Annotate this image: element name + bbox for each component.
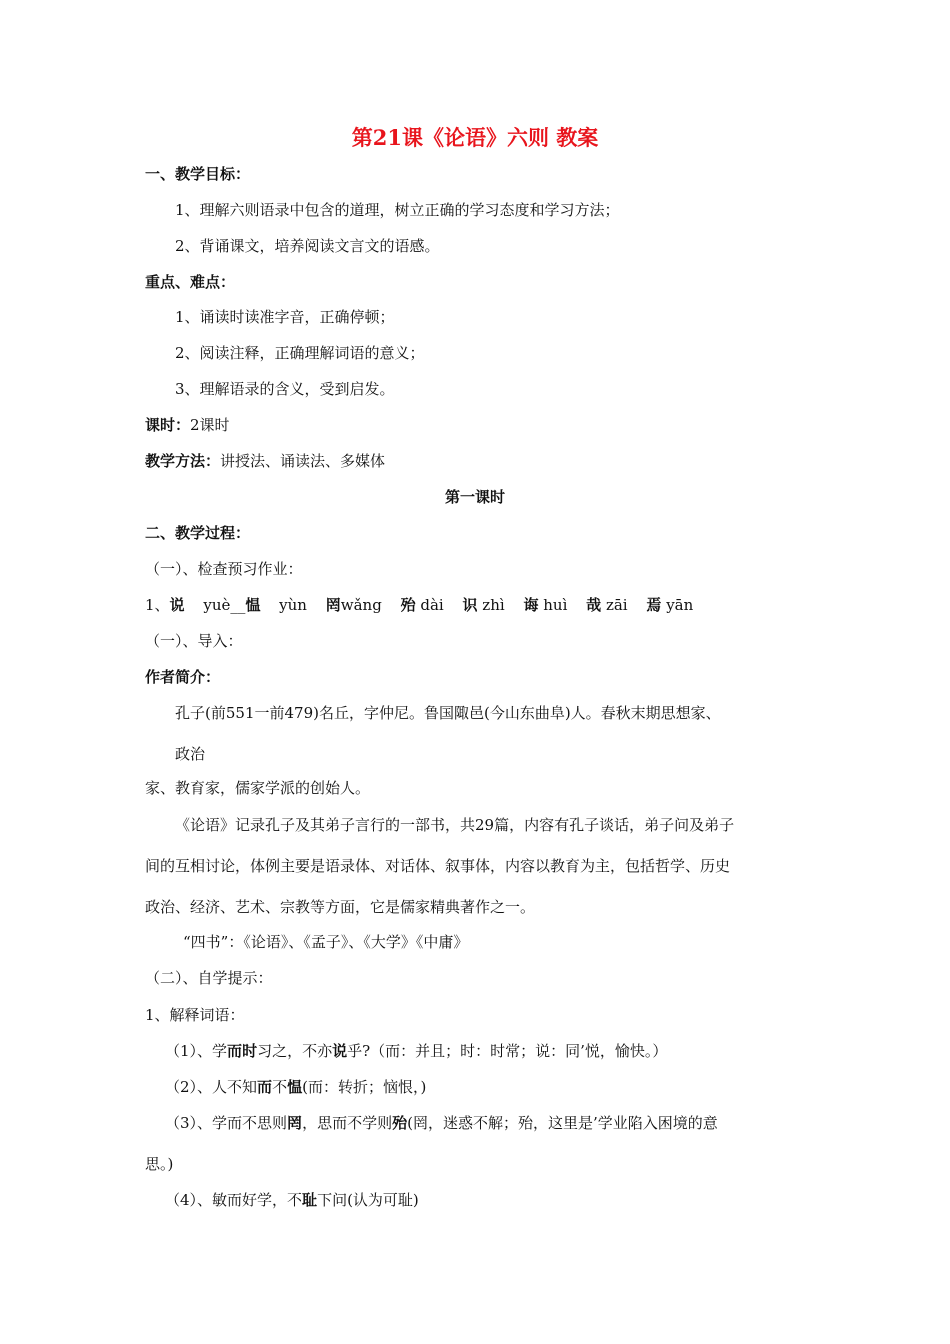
explain-text: 不	[272, 1078, 288, 1096]
keyword: 说	[332, 1042, 348, 1060]
explain-text: 下问(认为可耻)	[317, 1191, 419, 1209]
pinyin-reading: yùn	[279, 596, 307, 614]
explain-text: (而：转折；恼恨，)	[302, 1078, 427, 1096]
pinyin-char: 识	[462, 596, 478, 614]
explain-item	[165, 1041, 667, 1061]
document-title: 第21课《论语》六则 教案	[351, 125, 599, 150]
objective-item: 1、理解六则语录中包含的道理，树立正确的学习态度和学习方法；	[175, 201, 620, 219]
keypoints-heading: 重点、难点：	[145, 273, 236, 291]
pinyin-reading: dài	[420, 596, 444, 614]
method-label: 教学方法：	[145, 452, 221, 470]
lunyu-paragraph: 《论语》记录孔子及其弟子言行的一部书，共29篇，内容有孔子谈话，弟子问及弟子	[175, 816, 735, 834]
pinyin-reading: yuè	[203, 596, 231, 614]
lesson-heading: 第一课时	[444, 488, 505, 506]
pinyin-reading: zāi	[605, 596, 628, 614]
author-paragraph: 孔子(前551一前479)名丘，字仲尼。鲁国陬邑(今山东曲阜)人。春秋末期思想家、	[175, 704, 721, 722]
method-line	[145, 451, 385, 471]
sishu-line: “四书”：《论语》、《孟子》、《大学》《中庸》	[183, 933, 469, 951]
objective-item: 2、背诵课文，培养阅读文言文的语感。	[175, 237, 440, 255]
pinyin-char: 焉	[646, 596, 662, 614]
author-paragraph: 政治	[175, 745, 206, 763]
pinyin-char: 愠	[245, 596, 261, 614]
explain-item	[165, 1077, 426, 1097]
pinyin-char: 哉	[586, 596, 602, 614]
lunyu-paragraph: 政治、经济、艺术、宗教等方面，它是儒家精典著作之一。	[145, 898, 536, 916]
explain-text: 习之，不亦	[257, 1042, 333, 1060]
method-value: 讲授法、诵读法、多媒体	[220, 452, 386, 470]
explain-text: 乎?（而：并且；时：时常；说：同’悦，愉快。）	[347, 1042, 668, 1060]
explain-continuation: 思。)	[145, 1155, 174, 1173]
hours-line	[145, 415, 230, 435]
pinyin-num: 1、	[145, 596, 170, 614]
pinyin-reading: yān	[666, 596, 694, 614]
pinyin-reading: huì	[543, 596, 568, 614]
keypoint-item: 1、诵读时读准字音，正确停顿；	[175, 308, 395, 326]
hours-label: 课时：	[145, 416, 191, 434]
keyword: 殆	[392, 1114, 408, 1132]
pinyin-line: 1、说 yuè__愠 yùn 罔wǎng 殆 dài 识 zhì 诲 huì 哉 zāi 焉 yān	[145, 596, 694, 614]
keyword: 罔	[287, 1114, 303, 1132]
keypoint-item: 2、阅读注释，正确理解词语的意义；	[175, 344, 425, 362]
pinyin-char: 殆	[400, 596, 416, 614]
explain-text: （4）、敏而好学，不	[165, 1191, 303, 1209]
pinyin-char: 诲	[523, 596, 539, 614]
keyword: 耻	[302, 1191, 318, 1209]
process-heading: 二、教学过程：	[145, 524, 251, 542]
objectives-heading: 一、教学目标：	[145, 165, 251, 183]
pinyin-char: 罔	[325, 596, 341, 614]
explain-text: （3）、学而不思则	[165, 1114, 288, 1132]
explain-text: （1）、学	[165, 1042, 228, 1060]
keyword: 而	[257, 1078, 273, 1096]
check-heading: （一）、检查预习作业：	[145, 560, 303, 578]
explain-text: ，思而不学则	[302, 1114, 393, 1132]
keyword: 愠	[287, 1078, 303, 1096]
author-paragraph: 家、教育家，儒家学派的创始人。	[145, 779, 371, 797]
explain-item	[165, 1190, 419, 1210]
selfstudy-heading: （二）、自学提示：	[145, 969, 273, 987]
pinyin-reading: zhì	[482, 596, 505, 614]
pinyin-reading: wǎng	[340, 596, 382, 614]
explain-item	[165, 1113, 718, 1133]
keyword: 时	[242, 1042, 258, 1060]
intro-heading: （一）、导入：	[145, 632, 243, 650]
keyword: 而	[227, 1042, 243, 1060]
explain-heading: 1、解释词语：	[145, 1006, 245, 1024]
pinyin-char: 说	[169, 596, 185, 614]
explain-text: (罔，迷惑不解；殆，这里是’学业陷入困境的意	[407, 1114, 718, 1132]
author-heading: 作者简介：	[145, 668, 221, 686]
hours-value: 2课时	[190, 416, 230, 434]
lunyu-paragraph: 间的互相讨论，体例主要是语录体、对话体、叙事体，内容以教育为主，包括哲学、历史	[145, 857, 731, 875]
explain-text: （2）、人不知	[165, 1078, 258, 1096]
keypoint-item: 3、理解语录的含义，受到启发。	[175, 380, 395, 398]
